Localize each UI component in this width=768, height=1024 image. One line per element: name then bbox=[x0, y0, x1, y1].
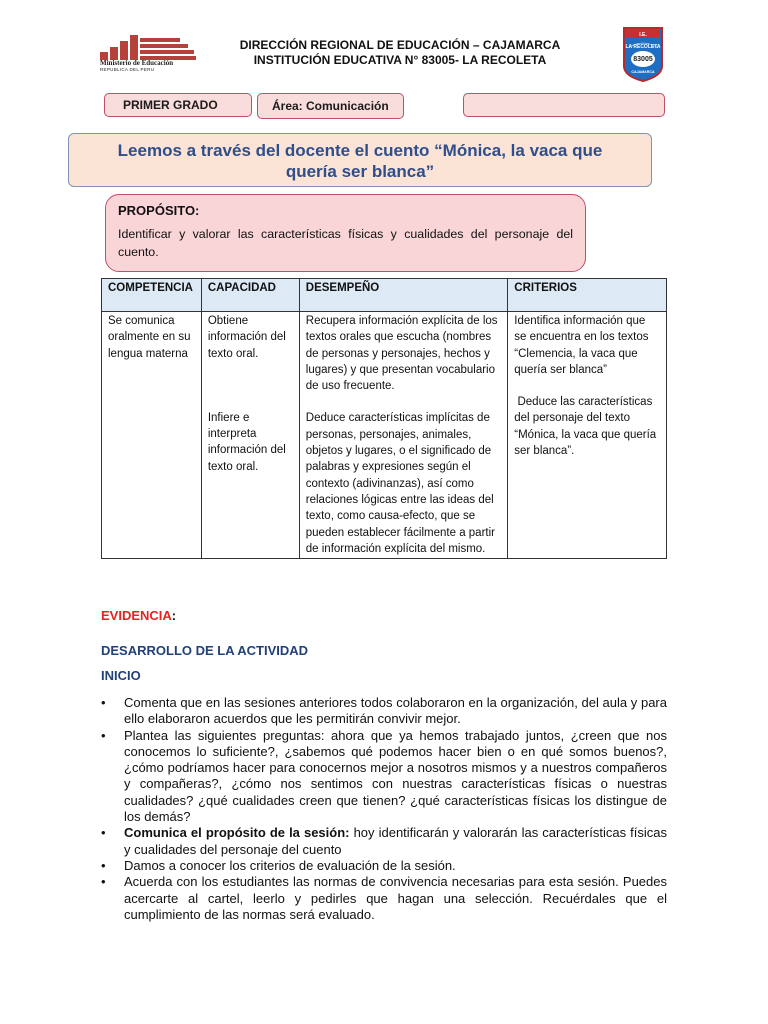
school-logo-city: CAJAMARCA bbox=[631, 70, 655, 74]
empty-info-box bbox=[463, 93, 665, 117]
school-logo-top: I.E. bbox=[639, 32, 647, 38]
cell-desempeno bbox=[299, 312, 508, 559]
evidence-heading bbox=[101, 608, 176, 623]
document-header bbox=[200, 38, 600, 68]
cell-competencia bbox=[102, 312, 202, 559]
competency-table bbox=[101, 278, 667, 559]
header-line-1: DIRECCIÓN REGIONAL DE EDUCACIÓN – CAJAMARCA bbox=[239, 38, 561, 52]
step-bold-text: Comunica el propósito de la sesión: bbox=[124, 825, 350, 841]
school-logo-number: 83005 bbox=[633, 56, 653, 63]
purpose-box bbox=[105, 194, 586, 272]
start-heading: INICIO bbox=[101, 668, 141, 683]
capacidad-1: Obtiene información del texto oral. bbox=[207, 315, 286, 360]
list-item bbox=[101, 825, 667, 858]
competencia-text: Se comunica oralmente en su lengua materna bbox=[108, 315, 191, 360]
cell-criterios bbox=[508, 312, 667, 559]
desempeno-2: Deduce características implícitas de personas, personajes, animales, objetos y lugares, o el significado de palabras y expresiones según el contexto (adivinanzas), así como relaciones lógicas entre las ideas del texto, como causa-efecto, que se pueden establecer fácilmente a partir de información explícita del mismo. bbox=[305, 412, 495, 555]
list-item bbox=[101, 728, 667, 826]
purpose-text: Identificar y valorar las características físicas y cualidades del personaje del cuento. bbox=[118, 227, 573, 259]
school-logo-name: LA RECOLETA bbox=[625, 44, 661, 50]
list-item bbox=[101, 858, 667, 874]
criterio-1: Identifica información que se encuentra en los textos “Clemencia, la vaca que quería ser blanca” bbox=[514, 315, 649, 376]
session-title-line-2: quería ser blanca” bbox=[285, 162, 435, 181]
activity-heading: DESARROLLO DE LA ACTIVIDAD bbox=[101, 643, 309, 658]
step-text: Acuerda con los estudiantes las normas de convivencia necesarias para esta sesión. Puedes acercarte al cartel, leerlo y pedirles que hagan una selección. Recuérdales que el cumplimiento de las normas será evaluado. bbox=[124, 874, 667, 922]
criterio-2: Deduce las características del personaje del texto “Mónica, la vaca que quería ser blanca”. bbox=[514, 396, 660, 458]
header-desempeno: DESEMPEÑO bbox=[299, 279, 508, 312]
step-text: Damos a conocer los criterios de evaluación de la sesión. bbox=[124, 857, 456, 873]
start-steps-list bbox=[101, 695, 667, 923]
header-competencia: COMPETENCIA bbox=[102, 279, 202, 312]
session-title-line-1: Leemos a través del docente el cuento “Mónica, la vaca que bbox=[117, 141, 603, 160]
table-row bbox=[102, 312, 667, 559]
purpose-label: PROPÓSITO: bbox=[118, 203, 200, 218]
table-header-row bbox=[102, 279, 667, 312]
area-label: Área: Comunicación bbox=[257, 93, 404, 119]
header-line-2: INSTITUCIÓN EDUCATIVA N° 83005- LA RECOLETA bbox=[253, 53, 547, 67]
step-text: Plantea las siguientes preguntas: ahora que ya hemos trabajado juntos, ¿creen que nos conocemos lo suficiente?, ¿sabemos qué podemos hacer bien o en qué somos buenos?, ¿cómo podríamos hacer para conocernos mejor a nosotros mismos y a nuestros compañeros y compañeras?, ¿cómo nos sentimos con nuestras características físicas o nuestras cualidades? ¿qué cualidades creen que tienen? ¿qué características físicas los distingue de los demás? bbox=[124, 727, 667, 825]
school-shield-logo bbox=[622, 26, 664, 82]
session-title bbox=[68, 133, 652, 187]
ministry-logo-text: Ministerio de Educación bbox=[100, 59, 174, 67]
desempeno-1: Recupera información explícita de los textos orales que escucha (nombres de personas y personajes, hechos y lugares) y que presentan vocabulario de uso frecuente. bbox=[305, 315, 498, 393]
step-text: hoy identificarán y valorarán las características físicas y cualidades del personaje del cuento bbox=[124, 825, 667, 857]
header-criterios: CRITERIOS bbox=[508, 279, 667, 312]
list-item bbox=[101, 874, 667, 923]
capacidad-2: Infiere e interpreta información del texto oral. bbox=[207, 411, 286, 473]
step-text: Comenta que en las sesiones anteriores todos colaboraron en la organización, del aula y para ello elaboraron acuerdos que les permitirán convivir mejor. bbox=[124, 695, 667, 727]
header-capacidad: CAPACIDAD bbox=[201, 279, 299, 312]
evidence-label: EVIDENCIA bbox=[101, 608, 172, 623]
grade-label: PRIMER GRADO bbox=[104, 93, 252, 117]
ministry-logo bbox=[100, 30, 200, 74]
cell-capacidad bbox=[201, 312, 299, 559]
ministry-logo-subtext: REPUBLICA DEL PERU bbox=[100, 67, 155, 72]
list-item bbox=[101, 695, 667, 728]
evidence-colon: : bbox=[171, 608, 177, 623]
ministry-logo-bars bbox=[100, 30, 196, 60]
